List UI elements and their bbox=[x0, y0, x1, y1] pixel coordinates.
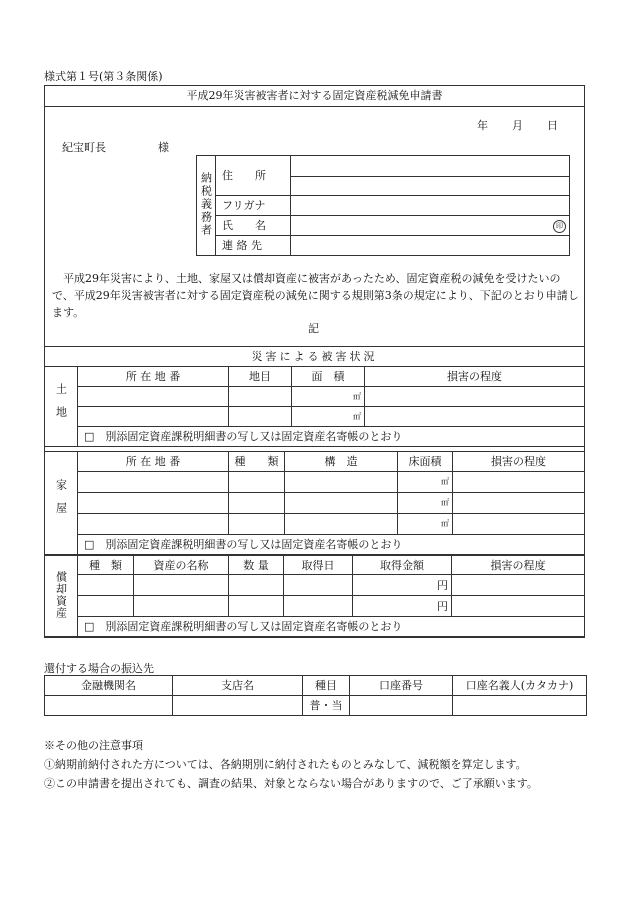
house-label-cell bbox=[45, 452, 78, 555]
date-day-label: 日 bbox=[547, 119, 558, 132]
refund-header-account-holder: 口座名義人(カタカナ) bbox=[453, 676, 587, 696]
land-header-damage: 損害の程度 bbox=[365, 367, 585, 387]
house-damage-2[interactable] bbox=[453, 493, 585, 514]
dep-name-2[interactable] bbox=[134, 596, 229, 617]
refund-bank-field[interactable] bbox=[45, 696, 173, 716]
name-field[interactable] bbox=[291, 216, 570, 236]
damage-title: 災害による被害状況 bbox=[44, 346, 585, 367]
house-structure-1[interactable] bbox=[285, 472, 398, 493]
house-floor-area-3[interactable] bbox=[398, 514, 453, 535]
house-checkbox-text: □ 別添固定資産課税明細書の写し又は固定資産名寄帳のとおり bbox=[84, 538, 403, 551]
land-label: 土地 bbox=[54, 382, 68, 429]
land-table bbox=[44, 366, 585, 447]
house-structure-2[interactable] bbox=[285, 493, 398, 514]
depreciable-label-cell bbox=[45, 556, 78, 637]
name-label: 氏 名 bbox=[216, 216, 291, 236]
house-label: 家屋 bbox=[54, 479, 68, 525]
address-field-2[interactable] bbox=[291, 177, 570, 196]
house-structure-3[interactable] bbox=[285, 514, 398, 535]
yen-unit: 円 bbox=[437, 578, 448, 592]
land-header-location: 所 在 地 番 bbox=[78, 367, 229, 387]
note-item-2: ②この申請書を提出されても、調査の結果、対象とならない場合がありますので、ご了承願います。 bbox=[44, 777, 538, 790]
dep-type-2[interactable] bbox=[78, 596, 134, 617]
land-header-category: 地目 bbox=[229, 367, 292, 387]
land-damage-1[interactable] bbox=[365, 387, 585, 407]
land-checkbox-row[interactable] bbox=[78, 427, 585, 447]
dep-header-acquired-date: 取得日 bbox=[284, 556, 353, 575]
sqm-unit: ㎡ bbox=[441, 498, 449, 507]
refund-branch-field[interactable] bbox=[173, 696, 303, 716]
house-header-damage: 損害の程度 bbox=[453, 452, 585, 472]
house-location-3[interactable] bbox=[78, 514, 229, 535]
taxpayer-group-cell bbox=[197, 156, 216, 256]
contact-label: 連 絡 先 bbox=[216, 236, 291, 256]
taxpayer-table bbox=[196, 155, 570, 256]
sqm-unit: ㎡ bbox=[353, 411, 361, 421]
land-header-area: 面 積 bbox=[292, 367, 365, 387]
refund-header-bank: 金融機関名 bbox=[45, 676, 173, 696]
furigana-field[interactable] bbox=[291, 196, 570, 216]
refund-type-field[interactable] bbox=[303, 696, 350, 716]
house-location-2[interactable] bbox=[78, 493, 229, 514]
dep-name-1[interactable] bbox=[134, 575, 229, 596]
depreciable-checkbox-row[interactable] bbox=[78, 617, 585, 637]
house-damage-3[interactable] bbox=[453, 514, 585, 535]
refund-header-account-number: 口座番号 bbox=[350, 676, 453, 696]
land-location-2[interactable] bbox=[78, 407, 229, 427]
dep-header-quantity: 数 量 bbox=[229, 556, 284, 575]
dep-header-name: 資産の名称 bbox=[134, 556, 229, 575]
dep-amount-1[interactable] bbox=[353, 575, 452, 596]
form-title: 平成29年災害被害者に対する固定資産税減免申請書 bbox=[44, 85, 585, 107]
refund-account-number-field[interactable] bbox=[350, 696, 453, 716]
house-header-location: 所 在 地 番 bbox=[78, 452, 229, 472]
house-checkbox-row[interactable] bbox=[78, 535, 585, 555]
sqm-unit: ㎡ bbox=[353, 391, 361, 401]
dep-damage-2[interactable] bbox=[452, 596, 585, 617]
mayor-sama: 様 bbox=[158, 141, 169, 154]
house-header-floor-area: 床面積 bbox=[398, 452, 453, 472]
mayor-label: 紀宝町長 bbox=[62, 141, 106, 154]
refund-header-type: 種目 bbox=[303, 676, 350, 696]
depreciable-checkbox-text: □ 別添固定資産課税明細書の写し又は固定資産名寄帳のとおり bbox=[84, 620, 403, 633]
furigana-label: フリガナ bbox=[216, 196, 291, 216]
sqm-unit: ㎡ bbox=[441, 519, 449, 528]
sqm-unit: ㎡ bbox=[441, 477, 449, 486]
dep-header-type: 種 類 bbox=[78, 556, 134, 575]
land-category-2[interactable] bbox=[229, 407, 292, 427]
house-floor-area-2[interactable] bbox=[398, 493, 453, 514]
dep-date-1[interactable] bbox=[284, 575, 353, 596]
yen-unit: 円 bbox=[437, 599, 448, 613]
date-year-label: 年 bbox=[477, 119, 488, 132]
land-category-1[interactable] bbox=[229, 387, 292, 407]
refund-header-branch: 支店名 bbox=[173, 676, 303, 696]
house-table bbox=[44, 451, 585, 555]
house-floor-area-1[interactable] bbox=[398, 472, 453, 493]
land-location-1[interactable] bbox=[78, 387, 229, 407]
house-header-type: 種 類 bbox=[229, 452, 285, 472]
house-location-1[interactable] bbox=[78, 472, 229, 493]
refund-title: 還付する場合の振込先 bbox=[44, 662, 154, 675]
ki-label: 記 bbox=[308, 322, 319, 335]
land-checkbox-text: □ 別添固定資産課税明細書の写し又は固定資産名寄帳のとおり bbox=[84, 430, 403, 443]
land-damage-2[interactable] bbox=[365, 407, 585, 427]
dep-header-damage: 損害の程度 bbox=[452, 556, 585, 575]
dep-header-acquired-amount: 取得金額 bbox=[353, 556, 452, 575]
dep-quantity-1[interactable] bbox=[229, 575, 284, 596]
land-area-2[interactable] bbox=[292, 407, 365, 427]
dep-damage-1[interactable] bbox=[452, 575, 585, 596]
taxpayer-group-label: 納税義務者 bbox=[199, 172, 213, 237]
seal-icon: 印 bbox=[553, 220, 566, 233]
dep-date-2[interactable] bbox=[284, 596, 353, 617]
date-month-label: 月 bbox=[512, 119, 523, 132]
refund-account-holder-field[interactable] bbox=[453, 696, 587, 716]
contact-field[interactable] bbox=[291, 236, 570, 256]
house-damage-1[interactable] bbox=[453, 472, 585, 493]
refund-table bbox=[44, 675, 587, 716]
note-item-1: ①納期前納付された方については、各納期別に納付されたものとみなして、減税額を算定します。 bbox=[44, 758, 527, 771]
house-type-1[interactable] bbox=[229, 472, 285, 493]
house-type-3[interactable] bbox=[229, 514, 285, 535]
dep-quantity-2[interactable] bbox=[229, 596, 284, 617]
house-header-structure: 構 造 bbox=[285, 452, 398, 472]
house-type-2[interactable] bbox=[229, 493, 285, 514]
notes-title: ※その他の注意事項 bbox=[44, 739, 143, 752]
account-type-text: 普・当 bbox=[309, 699, 343, 712]
dep-amount-2[interactable] bbox=[353, 596, 452, 617]
address-label: 住 所 bbox=[216, 156, 291, 196]
land-area-1[interactable] bbox=[292, 387, 365, 407]
depreciable-table bbox=[44, 555, 585, 637]
address-field-1[interactable] bbox=[291, 156, 570, 177]
request-paragraph: 平成29年災害により、土地、家屋又は償却資産に被害があったため、固定資産税の減免を受けたいので、平成29年災害被害者に対する固定資産税の減免に関する規則第3条の規定により、下記のとおり申請します。 bbox=[52, 272, 579, 319]
land-label-cell bbox=[45, 367, 78, 447]
depreciable-label: 償却資産 bbox=[54, 571, 68, 619]
dep-type-1[interactable] bbox=[78, 575, 134, 596]
form-number: 様式第１号(第３条関係) bbox=[44, 70, 163, 83]
